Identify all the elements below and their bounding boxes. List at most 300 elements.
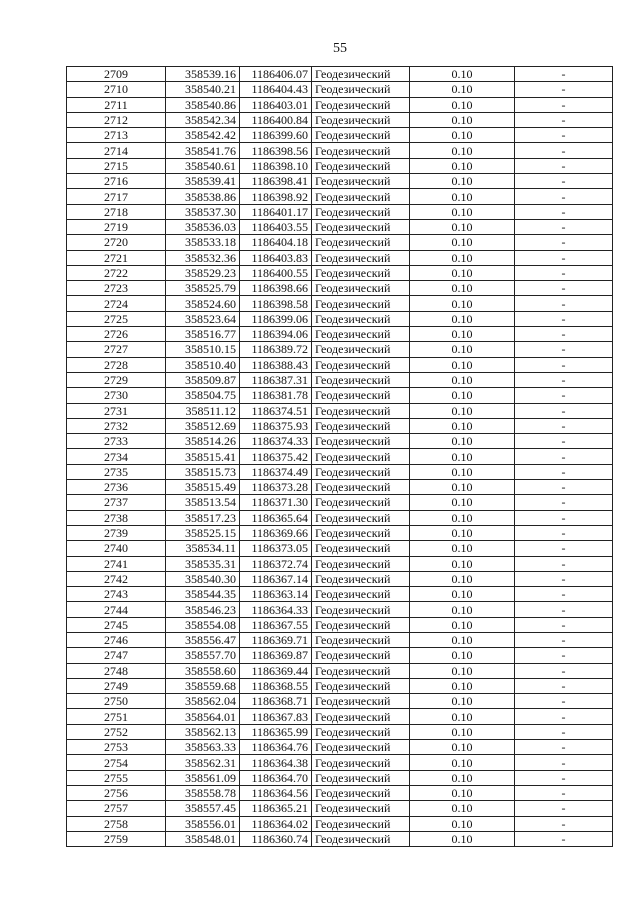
coordinates-table	[66, 66, 613, 847]
method-cell: Геодезический	[312, 510, 410, 525]
x-coordinate-cell: 358525.79	[166, 281, 240, 296]
point-number-cell: 2744	[67, 602, 166, 617]
method-cell: Геодезический	[312, 709, 410, 724]
point-number-cell: 2738	[67, 510, 166, 525]
description-cell: -	[515, 617, 613, 632]
method-cell: Геодезический	[312, 97, 410, 112]
table-row	[67, 449, 613, 464]
description-cell: -	[515, 755, 613, 770]
point-number-cell: 2757	[67, 801, 166, 816]
description-cell: -	[515, 785, 613, 800]
point-number-cell: 2750	[67, 694, 166, 709]
y-coordinate-cell: 1186374.33	[240, 434, 312, 449]
y-coordinate-cell: 1186373.05	[240, 541, 312, 556]
y-coordinate-cell: 1186404.43	[240, 82, 312, 97]
y-coordinate-cell: 1186363.14	[240, 587, 312, 602]
table-row	[67, 357, 613, 372]
point-number-cell: 2753	[67, 740, 166, 755]
x-coordinate-cell: 358511.12	[166, 403, 240, 418]
accuracy-cell: 0.10	[410, 480, 515, 495]
y-coordinate-cell: 1186403.55	[240, 219, 312, 234]
method-cell: Геодезический	[312, 602, 410, 617]
method-cell: Геодезический	[312, 311, 410, 326]
table-row	[67, 250, 613, 265]
method-cell: Геодезический	[312, 158, 410, 173]
description-cell: -	[515, 556, 613, 571]
table-row	[67, 97, 613, 112]
accuracy-cell: 0.10	[410, 464, 515, 479]
accuracy-cell: 0.10	[410, 204, 515, 219]
y-coordinate-cell: 1186400.55	[240, 265, 312, 280]
accuracy-cell: 0.10	[410, 709, 515, 724]
method-cell: Геодезический	[312, 418, 410, 433]
accuracy-cell: 0.10	[410, 831, 515, 846]
y-coordinate-cell: 1186371.30	[240, 495, 312, 510]
table-row	[67, 831, 613, 846]
description-cell: -	[515, 342, 613, 357]
y-coordinate-cell: 1186369.87	[240, 648, 312, 663]
table-row	[67, 143, 613, 158]
method-cell: Геодезический	[312, 617, 410, 632]
x-coordinate-cell: 358544.35	[166, 587, 240, 602]
point-number-cell: 2737	[67, 495, 166, 510]
method-cell: Геодезический	[312, 128, 410, 143]
method-cell: Геодезический	[312, 785, 410, 800]
page-number: 55	[333, 41, 347, 56]
x-coordinate-cell: 358504.75	[166, 388, 240, 403]
x-coordinate-cell: 358557.45	[166, 801, 240, 816]
method-cell: Геодезический	[312, 281, 410, 296]
method-cell: Геодезический	[312, 250, 410, 265]
y-coordinate-cell: 1186365.99	[240, 724, 312, 739]
description-cell: -	[515, 480, 613, 495]
point-number-cell: 2739	[67, 525, 166, 540]
table-row	[67, 235, 613, 250]
accuracy-cell: 0.10	[410, 617, 515, 632]
y-coordinate-cell: 1186364.38	[240, 755, 312, 770]
method-cell: Геодезический	[312, 372, 410, 387]
method-cell: Геодезический	[312, 648, 410, 663]
y-coordinate-cell: 1186369.71	[240, 632, 312, 647]
method-cell: Геодезический	[312, 556, 410, 571]
method-cell: Геодезический	[312, 525, 410, 540]
x-coordinate-cell: 358561.09	[166, 770, 240, 785]
table-row	[67, 128, 613, 143]
x-coordinate-cell: 358517.23	[166, 510, 240, 525]
point-number-cell: 2715	[67, 158, 166, 173]
description-cell: -	[515, 495, 613, 510]
accuracy-cell: 0.10	[410, 97, 515, 112]
method-cell: Геодезический	[312, 770, 410, 785]
method-cell: Геодезический	[312, 112, 410, 127]
table-row	[67, 740, 613, 755]
method-cell: Геодезический	[312, 694, 410, 709]
accuracy-cell: 0.10	[410, 740, 515, 755]
y-coordinate-cell: 1186367.55	[240, 617, 312, 632]
description-cell: -	[515, 770, 613, 785]
point-number-cell: 2729	[67, 372, 166, 387]
accuracy-cell: 0.10	[410, 112, 515, 127]
accuracy-cell: 0.10	[410, 434, 515, 449]
x-coordinate-cell: 358542.34	[166, 112, 240, 127]
y-coordinate-cell: 1186364.70	[240, 770, 312, 785]
y-coordinate-cell: 1186394.06	[240, 327, 312, 342]
point-number-cell: 2710	[67, 82, 166, 97]
accuracy-cell: 0.10	[410, 143, 515, 158]
table-row	[67, 678, 613, 693]
method-cell: Геодезический	[312, 265, 410, 280]
x-coordinate-cell: 358523.64	[166, 311, 240, 326]
point-number-cell: 2721	[67, 250, 166, 265]
accuracy-cell: 0.10	[410, 678, 515, 693]
method-cell: Геодезический	[312, 801, 410, 816]
accuracy-cell: 0.10	[410, 311, 515, 326]
method-cell: Геодезический	[312, 464, 410, 479]
point-number-cell: 2741	[67, 556, 166, 571]
point-number-cell: 2754	[67, 755, 166, 770]
table-row	[67, 663, 613, 678]
y-coordinate-cell: 1186364.33	[240, 602, 312, 617]
x-coordinate-cell: 358510.15	[166, 342, 240, 357]
description-cell: -	[515, 67, 613, 82]
x-coordinate-cell: 358540.21	[166, 82, 240, 97]
table-row	[67, 587, 613, 602]
accuracy-cell: 0.10	[410, 128, 515, 143]
method-cell: Геодезический	[312, 571, 410, 586]
x-coordinate-cell: 358542.42	[166, 128, 240, 143]
x-coordinate-cell: 358558.60	[166, 663, 240, 678]
y-coordinate-cell: 1186365.64	[240, 510, 312, 525]
y-coordinate-cell: 1186398.58	[240, 296, 312, 311]
x-coordinate-cell: 358554.08	[166, 617, 240, 632]
point-number-cell: 2747	[67, 648, 166, 663]
table-row	[67, 495, 613, 510]
point-number-cell: 2745	[67, 617, 166, 632]
description-cell: -	[515, 740, 613, 755]
y-coordinate-cell: 1186373.28	[240, 480, 312, 495]
y-coordinate-cell: 1186388.43	[240, 357, 312, 372]
x-coordinate-cell: 358556.01	[166, 816, 240, 831]
point-number-cell: 2751	[67, 709, 166, 724]
table-row	[67, 67, 613, 82]
point-number-cell: 2730	[67, 388, 166, 403]
x-coordinate-cell: 358514.26	[166, 434, 240, 449]
table-row	[67, 403, 613, 418]
accuracy-cell: 0.10	[410, 357, 515, 372]
point-number-cell: 2749	[67, 678, 166, 693]
point-number-cell: 2734	[67, 449, 166, 464]
y-coordinate-cell: 1186404.18	[240, 235, 312, 250]
x-coordinate-cell: 358512.69	[166, 418, 240, 433]
table-row	[67, 617, 613, 632]
accuracy-cell: 0.10	[410, 602, 515, 617]
method-cell: Геодезический	[312, 831, 410, 846]
method-cell: Геодезический	[312, 541, 410, 556]
table-row	[67, 724, 613, 739]
description-cell: -	[515, 525, 613, 540]
accuracy-cell: 0.10	[410, 556, 515, 571]
description-cell: -	[515, 816, 613, 831]
point-number-cell: 2717	[67, 189, 166, 204]
accuracy-cell: 0.10	[410, 67, 515, 82]
x-coordinate-cell: 358564.01	[166, 709, 240, 724]
table-row	[67, 265, 613, 280]
accuracy-cell: 0.10	[410, 571, 515, 586]
accuracy-cell: 0.10	[410, 495, 515, 510]
accuracy-cell: 0.10	[410, 525, 515, 540]
description-cell: -	[515, 327, 613, 342]
point-number-cell: 2758	[67, 816, 166, 831]
table-row	[67, 801, 613, 816]
x-coordinate-cell: 358510.40	[166, 357, 240, 372]
accuracy-cell: 0.10	[410, 694, 515, 709]
x-coordinate-cell: 358533.18	[166, 235, 240, 250]
method-cell: Геодезический	[312, 755, 410, 770]
x-coordinate-cell: 358534.11	[166, 541, 240, 556]
y-coordinate-cell: 1186375.42	[240, 449, 312, 464]
point-number-cell: 2733	[67, 434, 166, 449]
description-cell: -	[515, 648, 613, 663]
method-cell: Геодезический	[312, 174, 410, 189]
accuracy-cell: 0.10	[410, 632, 515, 647]
point-number-cell: 2719	[67, 219, 166, 234]
description-cell: -	[515, 587, 613, 602]
x-coordinate-cell: 358562.04	[166, 694, 240, 709]
x-coordinate-cell: 358540.30	[166, 571, 240, 586]
y-coordinate-cell: 1186398.41	[240, 174, 312, 189]
accuracy-cell: 0.10	[410, 158, 515, 173]
method-cell: Геодезический	[312, 388, 410, 403]
x-coordinate-cell: 358524.60	[166, 296, 240, 311]
x-coordinate-cell: 358556.47	[166, 632, 240, 647]
description-cell: -	[515, 265, 613, 280]
point-number-cell: 2756	[67, 785, 166, 800]
description-cell: -	[515, 281, 613, 296]
x-coordinate-cell: 358541.76	[166, 143, 240, 158]
table-row	[67, 694, 613, 709]
x-coordinate-cell: 358513.54	[166, 495, 240, 510]
description-cell: -	[515, 189, 613, 204]
method-cell: Геодезический	[312, 296, 410, 311]
table-row	[67, 755, 613, 770]
table-row	[67, 281, 613, 296]
table-row	[67, 464, 613, 479]
y-coordinate-cell: 1186398.92	[240, 189, 312, 204]
description-cell: -	[515, 464, 613, 479]
accuracy-cell: 0.10	[410, 403, 515, 418]
description-cell: -	[515, 694, 613, 709]
x-coordinate-cell: 358546.23	[166, 602, 240, 617]
accuracy-cell: 0.10	[410, 219, 515, 234]
point-number-cell: 2743	[67, 587, 166, 602]
table-row	[67, 82, 613, 97]
method-cell: Геодезический	[312, 449, 410, 464]
table-row	[67, 556, 613, 571]
table-row	[67, 480, 613, 495]
description-cell: -	[515, 403, 613, 418]
x-coordinate-cell: 358537.30	[166, 204, 240, 219]
description-cell: -	[515, 388, 613, 403]
y-coordinate-cell: 1186401.17	[240, 204, 312, 219]
table-row	[67, 602, 613, 617]
accuracy-cell: 0.10	[410, 372, 515, 387]
method-cell: Геодезический	[312, 189, 410, 204]
y-coordinate-cell: 1186368.71	[240, 694, 312, 709]
x-coordinate-cell: 358516.77	[166, 327, 240, 342]
point-number-cell: 2728	[67, 357, 166, 372]
accuracy-cell: 0.10	[410, 235, 515, 250]
table-row	[67, 204, 613, 219]
method-cell: Геодезический	[312, 740, 410, 755]
table-row	[67, 174, 613, 189]
description-cell: -	[515, 678, 613, 693]
x-coordinate-cell: 358529.23	[166, 265, 240, 280]
table-row	[67, 816, 613, 831]
method-cell: Геодезический	[312, 204, 410, 219]
coordinates-table-body	[67, 67, 613, 847]
table-row	[67, 296, 613, 311]
method-cell: Геодезический	[312, 816, 410, 831]
description-cell: -	[515, 174, 613, 189]
y-coordinate-cell: 1186399.06	[240, 311, 312, 326]
y-coordinate-cell: 1186369.44	[240, 663, 312, 678]
method-cell: Геодезический	[312, 235, 410, 250]
accuracy-cell: 0.10	[410, 82, 515, 97]
y-coordinate-cell: 1186367.14	[240, 571, 312, 586]
x-coordinate-cell: 358562.13	[166, 724, 240, 739]
y-coordinate-cell: 1186406.07	[240, 67, 312, 82]
description-cell: -	[515, 434, 613, 449]
point-number-cell: 2712	[67, 112, 166, 127]
x-coordinate-cell: 358540.86	[166, 97, 240, 112]
accuracy-cell: 0.10	[410, 587, 515, 602]
description-cell: -	[515, 235, 613, 250]
point-number-cell: 2752	[67, 724, 166, 739]
y-coordinate-cell: 1186399.60	[240, 128, 312, 143]
description-cell: -	[515, 510, 613, 525]
point-number-cell: 2742	[67, 571, 166, 586]
y-coordinate-cell: 1186375.93	[240, 418, 312, 433]
accuracy-cell: 0.10	[410, 189, 515, 204]
table-row	[67, 648, 613, 663]
method-cell: Геодезический	[312, 67, 410, 82]
description-cell: -	[515, 632, 613, 647]
point-number-cell: 2725	[67, 311, 166, 326]
y-coordinate-cell: 1186374.49	[240, 464, 312, 479]
description-cell: -	[515, 724, 613, 739]
table-row	[67, 219, 613, 234]
description-cell: -	[515, 204, 613, 219]
description-cell: -	[515, 158, 613, 173]
y-coordinate-cell: 1186374.51	[240, 403, 312, 418]
table-row	[67, 388, 613, 403]
accuracy-cell: 0.10	[410, 724, 515, 739]
y-coordinate-cell: 1186389.72	[240, 342, 312, 357]
description-cell: -	[515, 418, 613, 433]
y-coordinate-cell: 1186372.74	[240, 556, 312, 571]
accuracy-cell: 0.10	[410, 816, 515, 831]
table-row	[67, 112, 613, 127]
table-row	[67, 342, 613, 357]
point-number-cell: 2723	[67, 281, 166, 296]
table-row	[67, 785, 613, 800]
x-coordinate-cell: 358539.41	[166, 174, 240, 189]
y-coordinate-cell: 1186364.56	[240, 785, 312, 800]
description-cell: -	[515, 128, 613, 143]
accuracy-cell: 0.10	[410, 755, 515, 770]
y-coordinate-cell: 1186381.78	[240, 388, 312, 403]
description-cell: -	[515, 602, 613, 617]
point-number-cell: 2759	[67, 831, 166, 846]
y-coordinate-cell: 1186367.83	[240, 709, 312, 724]
y-coordinate-cell: 1186387.31	[240, 372, 312, 387]
point-number-cell: 2727	[67, 342, 166, 357]
method-cell: Геодезический	[312, 143, 410, 158]
point-number-cell: 2711	[67, 97, 166, 112]
point-number-cell: 2724	[67, 296, 166, 311]
x-coordinate-cell: 358515.41	[166, 449, 240, 464]
method-cell: Геодезический	[312, 403, 410, 418]
accuracy-cell: 0.10	[410, 388, 515, 403]
accuracy-cell: 0.10	[410, 785, 515, 800]
method-cell: Геодезический	[312, 678, 410, 693]
accuracy-cell: 0.10	[410, 342, 515, 357]
point-number-cell: 2714	[67, 143, 166, 158]
x-coordinate-cell: 358563.33	[166, 740, 240, 755]
table-row	[67, 434, 613, 449]
y-coordinate-cell: 1186364.02	[240, 816, 312, 831]
accuracy-cell: 0.10	[410, 327, 515, 342]
table-row	[67, 189, 613, 204]
point-number-cell: 2732	[67, 418, 166, 433]
accuracy-cell: 0.10	[410, 250, 515, 265]
method-cell: Геодезический	[312, 663, 410, 678]
point-number-cell: 2713	[67, 128, 166, 143]
method-cell: Геодезический	[312, 632, 410, 647]
table-row	[67, 770, 613, 785]
description-cell: -	[515, 709, 613, 724]
point-number-cell: 2720	[67, 235, 166, 250]
accuracy-cell: 0.10	[410, 510, 515, 525]
description-cell: -	[515, 219, 613, 234]
table-row	[67, 541, 613, 556]
method-cell: Геодезический	[312, 342, 410, 357]
method-cell: Геодезический	[312, 434, 410, 449]
description-cell: -	[515, 97, 613, 112]
y-coordinate-cell: 1186398.56	[240, 143, 312, 158]
x-coordinate-cell: 358540.61	[166, 158, 240, 173]
point-number-cell: 2736	[67, 480, 166, 495]
accuracy-cell: 0.10	[410, 265, 515, 280]
y-coordinate-cell: 1186400.84	[240, 112, 312, 127]
x-coordinate-cell: 358536.03	[166, 219, 240, 234]
x-coordinate-cell: 358562.31	[166, 755, 240, 770]
table-row	[67, 632, 613, 647]
accuracy-cell: 0.10	[410, 449, 515, 464]
point-number-cell: 2755	[67, 770, 166, 785]
table-row	[67, 709, 613, 724]
accuracy-cell: 0.10	[410, 663, 515, 678]
x-coordinate-cell: 358559.68	[166, 678, 240, 693]
method-cell: Геодезический	[312, 724, 410, 739]
accuracy-cell: 0.10	[410, 296, 515, 311]
table-row	[67, 510, 613, 525]
y-coordinate-cell: 1186403.01	[240, 97, 312, 112]
accuracy-cell: 0.10	[410, 648, 515, 663]
description-cell: -	[515, 250, 613, 265]
point-number-cell: 2740	[67, 541, 166, 556]
x-coordinate-cell: 358539.16	[166, 67, 240, 82]
